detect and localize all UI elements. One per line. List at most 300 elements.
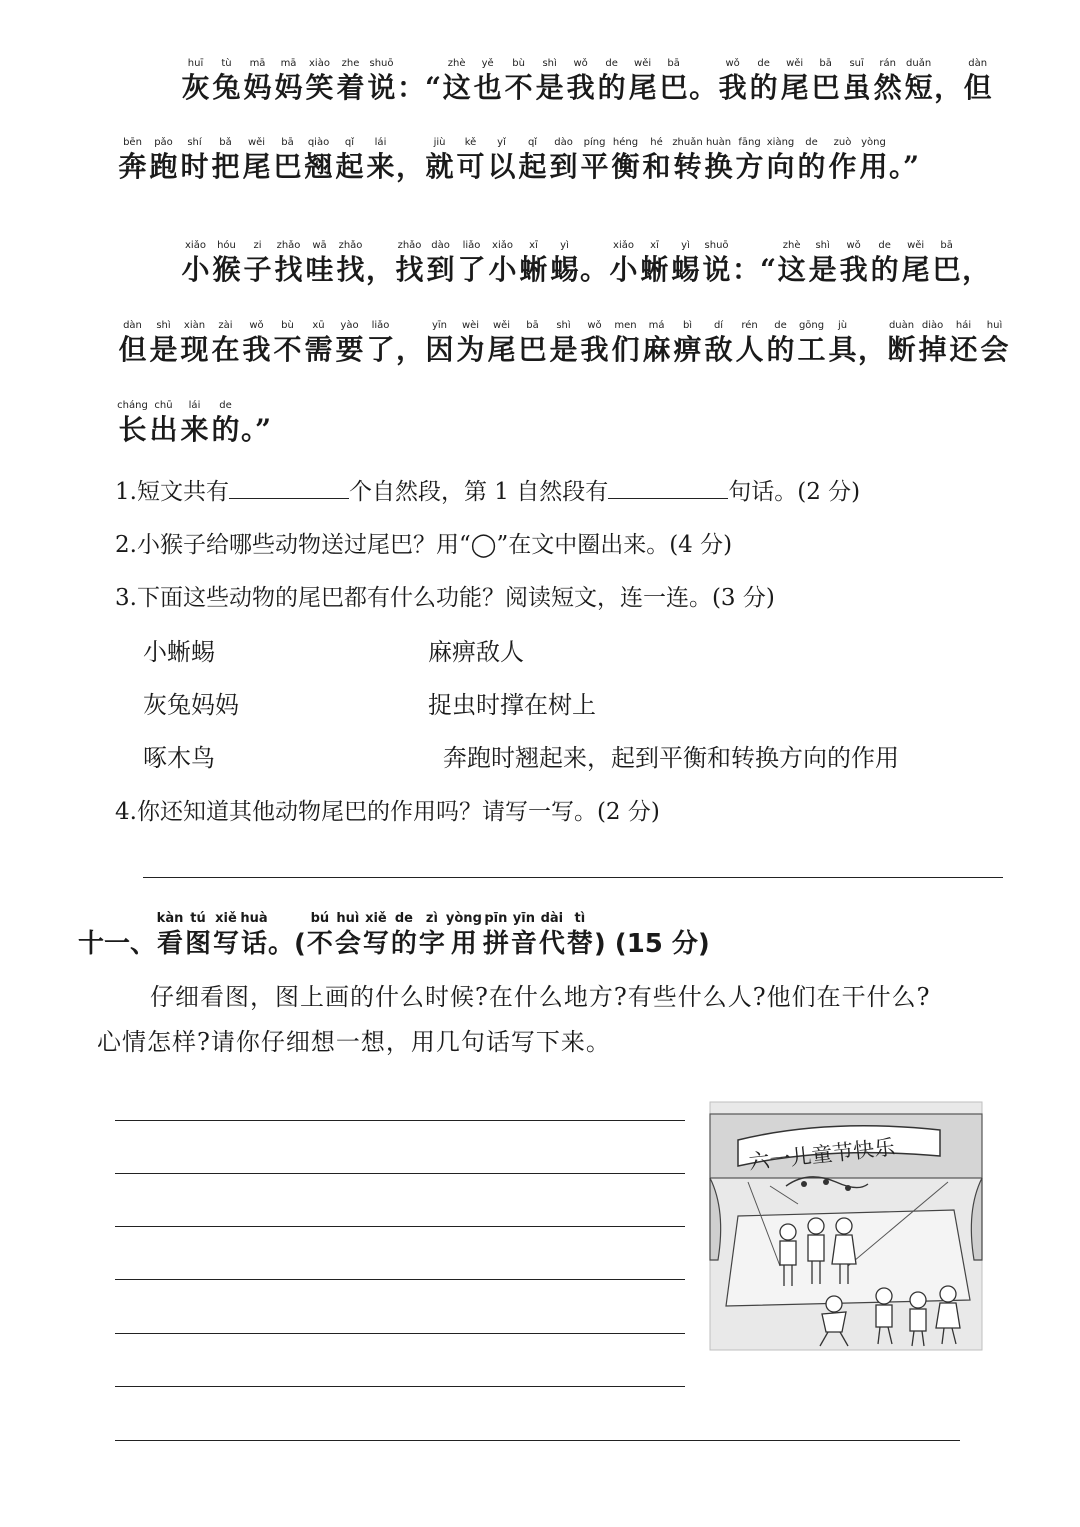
title-pinyin: xiě [365,911,387,926]
hanzi: 衡 [611,150,640,183]
ruby-char [424,137,455,183]
title-hanzi: 看 [157,929,184,959]
ruby-char [210,400,241,446]
pinyin: dàn [123,320,142,331]
pinyin: má [648,320,665,331]
ruby-char [596,58,627,104]
writing-line-3[interactable] [115,1226,685,1227]
title-pinyin: huà [240,911,268,926]
pinyin: xū [312,320,325,331]
hanzi: 灰 [181,71,210,104]
pinyin: xiàn [183,320,206,331]
pinyin: wěi [247,137,266,148]
title-hanzi: 不 [306,929,333,959]
title-hanzi: 拼 [482,929,509,959]
pinyin: hái [955,320,972,331]
punctuation: ， [962,253,991,286]
ruby-char [117,137,148,183]
hanzi: 作 [828,150,857,183]
hanzi: 起 [518,150,547,183]
pinyin: wǒ [249,320,264,331]
answer-line-q4[interactable] [143,877,1003,878]
hanzi: 但 [963,71,992,104]
pinyin: bù [512,58,525,69]
pinyin: zhǎo [397,240,422,251]
hanzi: 工 [797,333,826,366]
pinyin: wǒ [573,58,588,69]
answer-blank-paragraphs[interactable] [229,476,349,499]
ruby-char [272,320,303,366]
passage-line-1 [180,58,993,104]
ruby-char [455,320,486,366]
hanzi: 现 [180,333,209,366]
pinyin: dào [554,137,573,148]
title-hanzi: ) (15 分) [593,929,710,959]
ruby-char [931,240,962,286]
pinyin: de [878,240,891,251]
ruby-char [503,58,534,104]
hanzi: 我 [242,333,271,366]
ruby-char [242,58,273,104]
pinyin: zhè [447,58,466,69]
hanzi: 蜥 [640,253,669,286]
ruby-char [796,137,827,183]
ruby-char [365,137,396,183]
punctuation: ：“ [397,71,442,104]
pinyin: bā [667,58,680,69]
hanzi: 蜴 [671,253,700,286]
pinyin: zhè [782,240,801,251]
pinyin: hé [650,137,663,148]
ruby-char [779,58,810,104]
pinyin: shuō [704,240,729,251]
hanzi: 转 [673,150,702,183]
pinyin: xiàng [766,137,795,148]
pinyin: huì [986,320,1003,331]
ruby-char [900,240,931,286]
ruby-char [672,137,703,183]
ruby-char [886,320,917,366]
title-hanzi: 代 [538,929,565,959]
title-hanzi: 写 [362,929,389,959]
punctuation: 。” [241,413,272,446]
hanzi: 我 [580,333,609,366]
hanzi: 也 [473,71,502,104]
ruby-char [549,240,580,286]
pinyin: wǒ [725,58,740,69]
hanzi: 的 [597,71,626,104]
pinyin: bā [281,137,294,148]
ruby-char [334,320,365,366]
hanzi: 在 [211,333,240,366]
title-hanzi: 。( [268,929,306,959]
pinyin: liǎo [462,240,481,251]
pinyin: yì [681,240,690,251]
writing-line-4[interactable] [115,1279,685,1280]
pinyin: jiù [433,137,446,148]
ruby-char [534,58,565,104]
hanzi: 来 [366,150,395,183]
answer-blank-sentences[interactable] [608,476,728,499]
pinyin: men [614,320,637,331]
pinyin: zi [253,240,262,251]
ruby-char [456,240,487,286]
ruby-char [487,240,518,286]
pinyin: bā [940,240,953,251]
pinyin: shí [187,137,202,148]
question-3: 3.下面这些动物的尾巴都有什么功能？阅读短文，连一连。(3 分) [115,585,775,611]
match-left-1[interactable]: 小蜥蜴 [143,638,215,666]
hanzi: 兔 [212,71,241,104]
pinyin: rán [879,58,896,69]
pinyin: liǎo [371,320,390,331]
pinyin: wā [312,240,327,251]
hanzi: 着 [336,71,365,104]
hanzi: 子 [243,253,272,286]
writing-line-7[interactable] [115,1440,960,1441]
hanzi: 的 [211,413,240,446]
title-pinyin: kàn [156,911,184,926]
ruby-char [838,240,869,286]
hanzi: 到 [426,253,455,286]
ruby-char [748,58,779,104]
hanzi: 妈 [243,71,272,104]
title-char [446,912,482,960]
pinyin: shì [556,320,571,331]
hanzi: 出 [149,413,178,446]
title-hanzi: 十一、 [78,929,157,959]
title-char [212,912,240,960]
writing-line-6[interactable] [115,1386,685,1387]
pinyin: yǐ [497,137,506,148]
hanzi: 我 [718,71,747,104]
title-pinyin: yòng [445,911,482,926]
ruby-char [672,320,703,366]
title-pinyin: tú [190,911,206,926]
hanzi: 向 [766,150,795,183]
pinyin: qǐ [344,137,355,148]
pinyin: cháng [117,400,148,411]
match-right-1[interactable]: 麻痹敌人 [428,638,524,666]
ruby-char [211,240,242,286]
pinyin: jù [837,320,848,331]
hanzi: 蜥 [519,253,548,286]
writing-line-2[interactable] [115,1173,685,1174]
pinyin: dí [713,320,724,331]
match-left-3[interactable]: 啄木鸟 [143,744,215,772]
hanzi: 然 [873,71,902,104]
ruby-char [518,240,549,286]
ruby-char [810,58,841,104]
hanzi: 蜴 [550,253,579,286]
ruby-char [658,58,689,104]
ruby-char [717,58,748,104]
punctuation: 。 [580,253,609,286]
ruby-char [858,137,889,183]
ruby-char [548,137,579,183]
pinyin: zài [218,320,233,331]
pinyin: yīn [431,320,448,331]
hanzi: 尾 [901,253,930,286]
ruby-char [796,320,827,366]
match-left-2[interactable]: 灰兔妈妈 [143,691,239,719]
ruby-char [148,320,179,366]
ruby-char [180,58,211,104]
ruby-char [917,320,948,366]
pinyin: dàn [968,58,988,69]
pinyin: yòng [861,137,886,148]
hanzi: 尾 [242,150,271,183]
writing-line-5[interactable] [115,1333,685,1334]
hanzi: 是 [549,333,578,366]
pinyin: yì [560,240,569,251]
hanzi: 不 [504,71,533,104]
ruby-char [335,58,366,104]
hanzi: 是 [535,71,564,104]
pinyin: suī [849,58,864,69]
hanzi: 掉 [918,333,947,366]
match-right-3[interactable]: 奔跑时翘起来，起到平衡和转换方向的作用 [443,744,899,772]
ruby-char [486,320,517,366]
hanzi: 就 [425,150,454,183]
pinyin: yě [481,58,494,69]
ruby-char [242,240,273,286]
hanzi: 小 [181,253,210,286]
ruby-char [272,137,303,183]
ruby-char [734,320,765,366]
punctuation: 。 [689,71,718,104]
hanzi: 需 [304,333,333,366]
hanzi: 小 [488,253,517,286]
ruby-char [365,320,396,366]
hanzi: 具 [828,333,857,366]
pinyin: zhe [341,58,360,69]
pinyin: wěi [907,240,925,251]
hanzi: 不 [273,333,302,366]
pinyin: gōng [798,320,825,331]
ruby-char [827,320,858,366]
title-hanzi: 会 [334,929,361,959]
hanzi: 了 [366,333,395,366]
ruby-char [841,58,872,104]
hanzi: 跑 [149,150,178,183]
hanzi: 这 [442,71,471,104]
ruby-char [641,320,672,366]
ruby-char [979,320,1010,366]
ruby-char [948,320,979,366]
title-char [184,912,212,960]
pinyin: yào [340,320,359,331]
ruby-char [366,58,397,104]
punctuation: ， [858,333,887,366]
pinyin: de [774,320,787,331]
match-right-2[interactable]: 捉虫时撑在树上 [428,691,596,719]
punctuation: ， [934,71,963,104]
pinyin: wěi [492,320,511,331]
ruby-char [639,240,670,286]
passage-line-4 [117,320,1010,366]
passage-line-3 [180,240,990,286]
hanzi: 用 [859,150,888,183]
hanzi: 的 [797,150,826,183]
pinyin: héng [612,137,639,148]
pinyin: bā [819,58,832,69]
hanzi: 奔 [118,150,147,183]
title-hanzi: 话 [241,929,268,959]
pinyin: huī [187,58,204,69]
question-1: 1.短文共有 个自然段，第 1 自然段有 句话。(2 分) [115,476,860,507]
ruby-char [117,400,148,446]
question-2: 2.小猴子给哪些动物送过尾巴？用“◯”在文中圈出来。(4 分) [115,532,733,558]
title-char [538,912,566,960]
hanzi: 找 [274,253,303,286]
hanzi: 的 [749,71,778,104]
hanzi: 是 [808,253,837,286]
punctuation: 。” [889,150,920,183]
pinyin: pǎo [154,137,173,148]
title-char [390,912,418,960]
title-pinyin: huì [336,911,360,926]
ruby-char [627,58,658,104]
ruby-char [425,240,456,286]
pinyin: chū [154,400,173,411]
title-char [156,912,184,960]
passage-line-5 [117,400,271,446]
hanzi: 到 [549,150,578,183]
passage-line-2 [117,137,919,183]
ruby-char [441,58,472,104]
ruby-char [148,137,179,183]
ruby-char [579,320,610,366]
title-char [482,912,510,960]
pinyin: qiào [307,137,330,148]
title-char [594,912,710,960]
hanzi: 把 [211,150,240,183]
hanzi: 找 [336,253,365,286]
ruby-char [241,137,272,183]
hanzi: 会 [980,333,1009,366]
pinyin: lái [374,137,387,148]
pinyin: wěi [786,58,804,69]
childrens-day-stage-illustration [708,1100,984,1352]
hanzi: 平 [580,150,609,183]
ruby-char [472,58,503,104]
title-pinyin: tì [574,911,586,926]
pinyin: xiǎo [613,240,634,251]
ruby-char [765,320,796,366]
hanzi: 翘 [304,150,333,183]
hanzi: 起 [335,150,364,183]
writing-prompt-line-1: 仔细看图，图上画的什么时候?在什么地方?有些什么人?他们在干什么? [150,983,931,1011]
hanzi: 这 [777,253,806,286]
title-pinyin: yīn [512,911,535,926]
title-pinyin: zì [425,911,438,926]
ruby-char [210,137,241,183]
ruby-char [827,137,858,183]
title-pinyin: xiě [215,911,237,926]
pinyin: xī [650,240,659,251]
title-char [334,912,362,960]
ruby-char [703,320,734,366]
ruby-char [962,58,993,104]
hanzi: 巴 [932,253,961,286]
pinyin: tù [221,58,232,69]
pinyin: bǎ [219,137,232,148]
hanzi: 巴 [518,333,547,366]
hanzi: 的 [766,333,795,366]
pinyin: zhuǎn [672,137,703,148]
ruby-char [304,58,335,104]
pinyin: de [605,58,618,69]
hanzi: 短 [904,71,933,104]
question-4: 4.你还知道其他动物尾巴的作用吗？请写一写。(2 分) [115,799,660,825]
ruby-char [424,320,455,366]
ruby-char [180,240,211,286]
hanzi: 们 [611,333,640,366]
hanzi: 说 [702,253,731,286]
ruby-char [608,240,639,286]
title-pinyin: pīn [484,911,508,926]
hanzi: 尾 [628,71,657,104]
ruby-char [517,137,548,183]
writing-line-1[interactable] [115,1120,685,1121]
hanzi: 因 [425,333,454,366]
ruby-char [335,240,366,286]
hanzi: 换 [704,150,733,183]
hanzi: 长 [118,413,147,446]
hanzi: 人 [735,333,764,366]
pinyin: bì [682,320,693,331]
ruby-char [304,240,335,286]
pinyin: shuō [369,58,394,69]
title-hanzi: 字 [418,929,445,959]
pinyin: mā [249,58,266,69]
hanzi: 巴 [273,150,302,183]
hanzi: 尾 [780,71,809,104]
ruby-char [869,240,900,286]
hanzi: 为 [456,333,485,366]
banner-text: 六一儿童节快乐 [747,1135,897,1175]
hanzi: 猴 [212,253,241,286]
title-char [510,912,538,960]
hanzi: 和 [642,150,671,183]
pinyin: shì [156,320,171,331]
pinyin: zhǎo [276,240,301,251]
title-char [362,912,390,960]
ruby-char [641,137,672,183]
ruby-char [241,320,272,366]
title-char [240,912,268,960]
hanzi: 方 [735,150,764,183]
title-hanzi: 图 [185,929,212,959]
ruby-char [117,320,148,366]
hanzi: 来 [180,413,209,446]
title-hanzi: 替 [566,929,593,959]
hanzi: 以 [487,150,516,183]
ruby-char [303,320,334,366]
hanzi: 尾 [487,333,516,366]
title-pinyin: de [394,911,413,926]
ruby-char [273,240,304,286]
section-11-title [78,912,710,960]
pinyin: xiǎo [492,240,513,251]
ruby-char [179,137,210,183]
hanzi: 要 [335,333,364,366]
ruby-char [179,320,210,366]
writing-prompt-line-2: 心情怎样?请你仔细想一想，用几句话写下来。 [97,1028,611,1056]
title-hanzi: 的 [390,929,417,959]
pinyin: lái [188,400,201,411]
